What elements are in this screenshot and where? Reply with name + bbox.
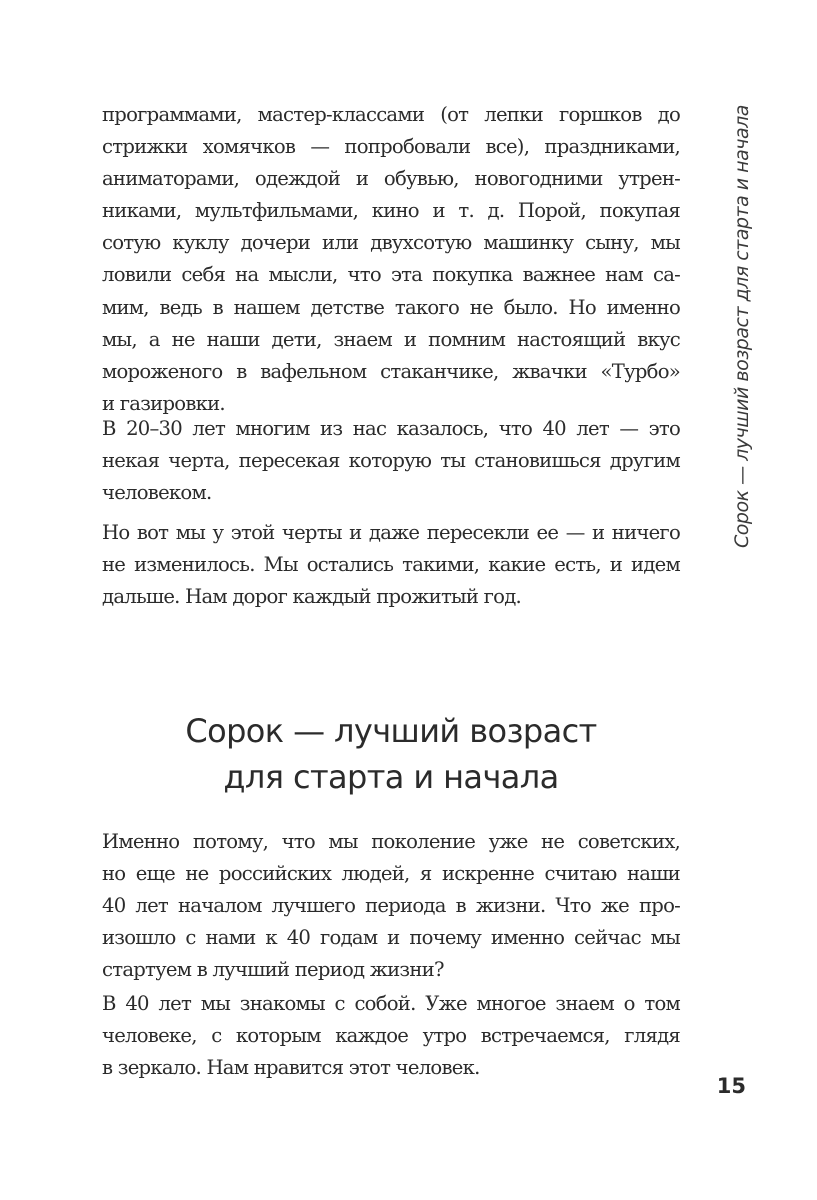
page-number: 15 (716, 1074, 746, 1098)
text-line: в зеркало. Нам нравится этот человек. (102, 1056, 480, 1080)
text-line: аниматорами, одеждой и обувью, новогодними утрен- (102, 167, 680, 191)
text-line: изошло с нами к 40 годам и почему именно сейчас мы (102, 926, 680, 950)
text-line: дальше. Нам дорог каждый прожитый год. (102, 585, 522, 609)
text-line: стартуем в лучший период жизни? (102, 958, 444, 982)
text-line: и газировки. (102, 391, 225, 415)
text-line: мороженого в вафельном стаканчике, жвачки «Турбо» (102, 359, 680, 383)
section-title (102, 708, 680, 800)
text-line: 40 лет началом лучшего периода в жизни. Что же про- (102, 894, 680, 918)
text-line: ловили себя на мысли, что эта покупка важнее нам са- (102, 263, 680, 287)
section-title-line: Сорок — лучший возраст (185, 712, 597, 750)
paragraph-2 (102, 413, 680, 509)
running-head: Сорок — лучший возраст для старта и начала (731, 105, 753, 548)
text-line: программами, мастер-классами (от лепки горшков до (102, 103, 680, 126)
paragraph-3 (102, 517, 680, 613)
text-line: Но вот мы у этой черты и даже пересекли ее — и ничего (102, 521, 680, 544)
text-line: мим, ведь в нашем детстве такого не было. Но именно (102, 295, 680, 319)
text-line: никами, мультфильмами, кино и т. д. Порой, покупая (102, 199, 680, 223)
text-line: стрижки хомячков — попробовали все), праздниками, (102, 135, 680, 159)
text-line: но еще не российских людей, я искренне считаю наши (102, 862, 680, 886)
text-line: сотую куклу дочери или двухсотую машинку сыну, мы (102, 231, 680, 255)
text-line: человеком. (102, 481, 212, 505)
section-title-line: для старта и начала (223, 758, 559, 796)
text-line: Именно потому, что мы поколение уже не советских, (102, 830, 680, 853)
text-line: человеке, с которым каждое утро встречаемся, глядя (102, 1024, 680, 1048)
text-line: мы, а не наши дети, знаем и помним настоящий вкус (102, 327, 680, 351)
text-line: В 20–30 лет многим из нас казалось, что 40 лет — это (102, 417, 680, 440)
text-line: не изменилось. Мы остались такими, какие есть, и идем (102, 553, 680, 577)
paragraph-4 (102, 826, 680, 986)
text-line: В 40 лет мы знакомы с собой. Уже многое знаем о том (102, 992, 680, 1015)
paragraph-1 (102, 99, 680, 420)
paragraph-5 (102, 988, 680, 1084)
text-line: некая черта, пересекая которую ты становишься другим (102, 449, 680, 473)
